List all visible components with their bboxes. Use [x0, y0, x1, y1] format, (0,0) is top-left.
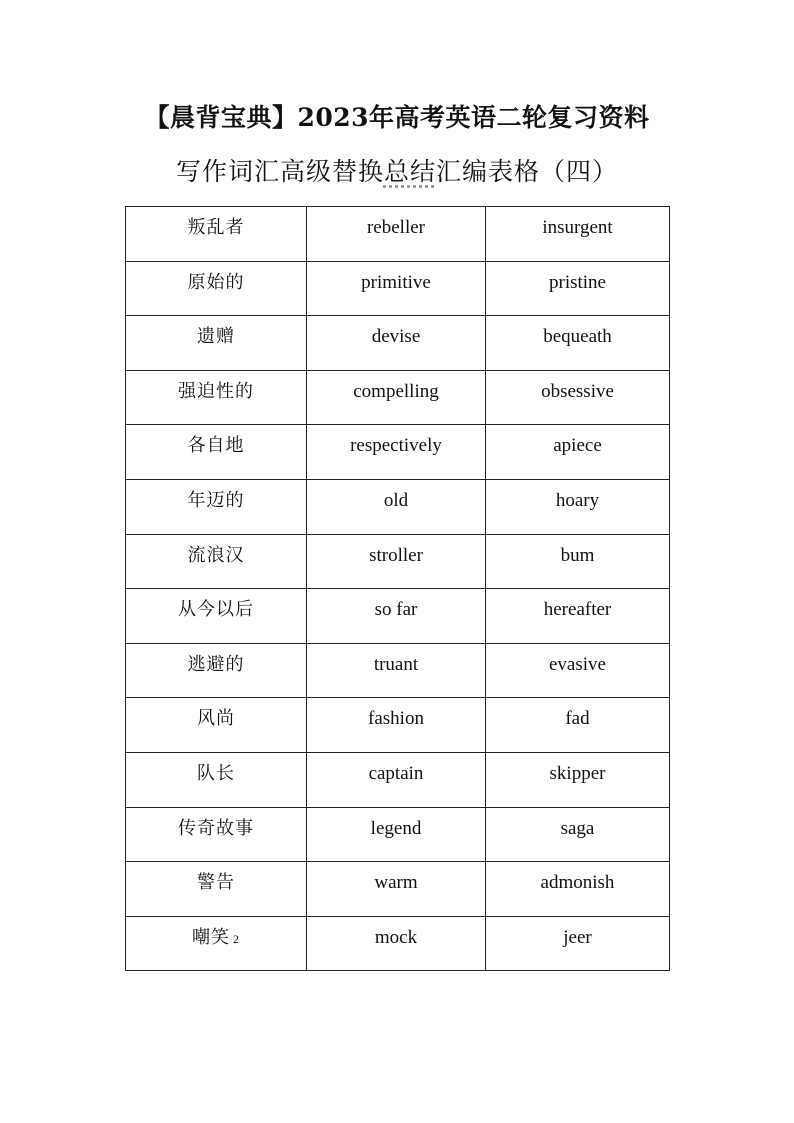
advanced-word-cell: insurgent — [486, 207, 670, 262]
advanced-word-cell: admonish — [486, 862, 670, 917]
advanced-word-cell: saga — [486, 807, 670, 862]
advanced-word-cell: obsessive — [486, 370, 670, 425]
table-row — [126, 425, 670, 480]
chinese-term-text: 嘲笑 — [192, 926, 230, 948]
advanced-word-cell: skipper — [486, 752, 670, 807]
vocabulary-table — [125, 206, 670, 971]
page-title: 【晨背宝典】2023年高考英语二轮复习资料 — [144, 103, 650, 132]
table-row — [126, 643, 670, 698]
basic-word-cell: rebeller — [307, 207, 486, 262]
basic-word-cell: truant — [307, 643, 486, 698]
chinese-term-cell: 风尚 — [126, 698, 307, 753]
table-row — [126, 698, 670, 753]
table-row — [126, 916, 670, 971]
advanced-word-cell: bum — [486, 534, 670, 589]
subtitle-marked-word: 总结 — [383, 157, 436, 186]
chinese-term-cell: 从今以后 — [126, 589, 307, 644]
advanced-word-cell: fad — [486, 698, 670, 753]
table-row — [126, 752, 670, 807]
basic-word-cell: fashion — [307, 698, 486, 753]
chinese-term-cell: 原始的 — [126, 261, 307, 316]
table-row — [126, 370, 670, 425]
table-row — [126, 807, 670, 862]
chinese-term-cell: 叛乱者 — [126, 207, 307, 262]
table-row — [126, 261, 670, 316]
basic-word-cell: compelling — [307, 370, 486, 425]
basic-word-cell: primitive — [307, 261, 486, 316]
table-row — [126, 207, 670, 262]
chinese-term-cell: 强迫性的 — [126, 370, 307, 425]
chinese-term-cell: 遗赠 — [126, 316, 307, 371]
chinese-term-cell: 年迈的 — [126, 479, 307, 534]
chinese-term-cell: 流浪汉 — [126, 534, 307, 589]
advanced-word-cell: bequeath — [486, 316, 670, 371]
subtitle-prefix: 写作词汇高级替换 — [175, 157, 384, 186]
table-row — [126, 316, 670, 371]
table-row — [126, 534, 670, 589]
table-row — [126, 479, 670, 534]
footnote-marker: 2 — [233, 931, 240, 946]
basic-word-cell: so far — [307, 589, 486, 644]
advanced-word-cell: apiece — [486, 425, 670, 480]
table-row — [126, 862, 670, 917]
chinese-term-cell: 各自地 — [126, 425, 307, 480]
subtitle-suffix: 汇编表格（四） — [436, 157, 619, 186]
basic-word-cell: captain — [307, 752, 486, 807]
basic-word-cell: stroller — [307, 534, 486, 589]
page-subtitle — [0, 152, 794, 192]
chinese-term-cell — [126, 916, 307, 971]
chinese-term-cell: 传奇故事 — [126, 807, 307, 862]
chinese-term-cell: 警告 — [126, 862, 307, 917]
basic-word-cell: devise — [307, 316, 486, 371]
advanced-word-cell: pristine — [486, 261, 670, 316]
basic-word-cell: respectively — [307, 425, 486, 480]
advanced-word-cell: hereafter — [486, 589, 670, 644]
advanced-word-cell: evasive — [486, 643, 670, 698]
chinese-term-cell: 队长 — [126, 752, 307, 807]
basic-word-cell: warm — [307, 862, 486, 917]
chinese-term-cell: 逃避的 — [126, 643, 307, 698]
advanced-word-cell: jeer — [486, 916, 670, 971]
basic-word-cell: mock — [307, 916, 486, 971]
advanced-word-cell: hoary — [486, 479, 670, 534]
table-row — [126, 589, 670, 644]
basic-word-cell: legend — [307, 807, 486, 862]
basic-word-cell: old — [307, 479, 486, 534]
